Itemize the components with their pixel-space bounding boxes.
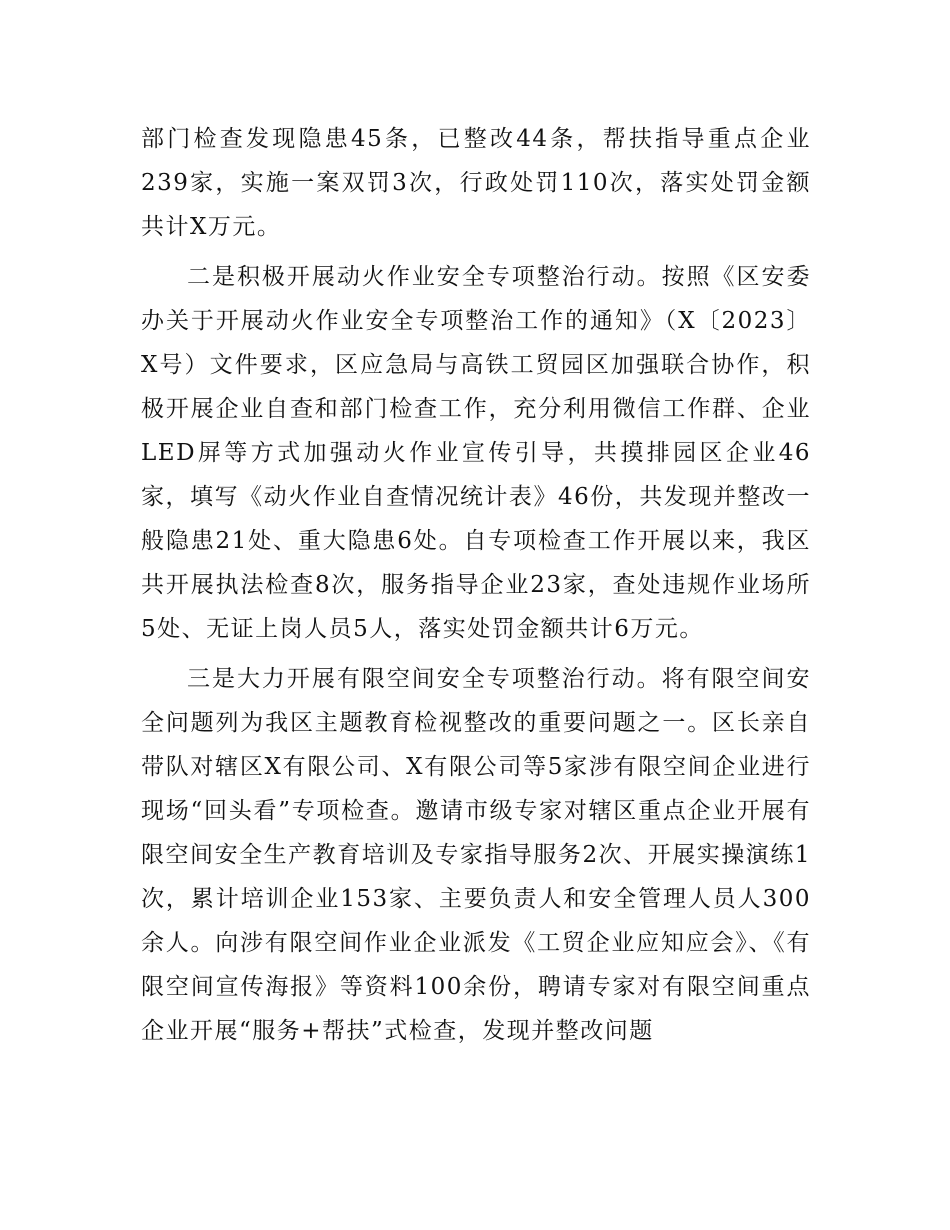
paragraph-continued: 部门检查发现隐患45条，已整改44条，帮扶指导重点企业239家，实施一案双罚3次，行政处罚110次，落实处罚金额共计X万元。: [141, 126, 811, 240]
paragraph-confined-space-rectification: 三是大力开展有限空间安全专项整治行动。将有限空间安全问题列为我区主题教育检视整改的重要问题之一。区长亲自带队对辖区X有限公司、X有限公司等5家涉有限空间企业进行现场“回头看”专项检查。邀请市级专家对辖区重点企业开展有限空间安全生产教育培训及专家指导服务2次、开展实操演练1次，累计培训企业153家、主要负责人和安全管理人员人300余人。向涉有限空间作业企业派发《工贸企业应知应会》、《有限空间宣传海报》等资料100余份，聘请专家对有限空间重点企业开展“服务+帮扶”式检查，发现并整改问题: [141, 666, 811, 1044]
document-body: [141, 117, 811, 1059]
paragraph-hot-work-rectification: 二是积极开展动火作业安全专项整治行动。按照《区安委办关于开展动火作业安全专项整治工作的通知》（X〔2023〕X号）文件要求，区应急局与高铁工贸园区加强联合协作，积极开展企业自查和部门检查工作，充分利用微信工作群、企业LED屏等方式加强动火作业宣传引导，共摸排园区企业46家，填写《动火作业自查情况统计表》46份，共发现并整改一般隐患21处、重大隐患6处。自专项检查工作开展以来，我区共开展执法检查8次，服务指导企业23家，查处违规作业场所5处、无证上岗人员5人，落实处罚金额共计6万元。: [141, 264, 811, 642]
